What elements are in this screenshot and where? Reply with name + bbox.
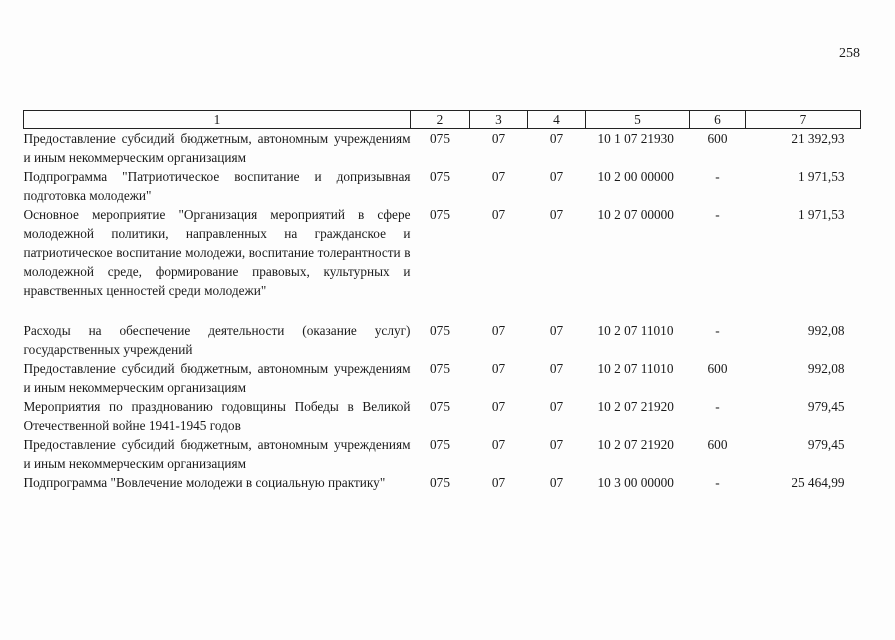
header-col-6: 6 (690, 111, 746, 129)
table-row (24, 435, 861, 473)
row-target-article: 10 2 07 11010 (597, 361, 674, 376)
row-name: Мероприятия по празднованию годовщины Победы в Великой Отечественной войне 1941-1945 годов (23, 399, 411, 433)
header-col-5: 5 (586, 111, 690, 129)
row-amount: 1 971,53 (797, 207, 845, 222)
row-subsection: 07 (549, 399, 564, 414)
row-subsection: 07 (549, 475, 564, 490)
row-expense-type: - (715, 169, 720, 184)
row-amount: 21 392,93 (791, 131, 845, 146)
row-section: 07 (491, 437, 506, 452)
row-ministry: 075 (430, 323, 450, 338)
row-subsection: 07 (549, 131, 564, 146)
header-col-3: 3 (470, 111, 528, 129)
row-name: Подпрограмма "Вовлечение молодежи в социальную практику" (23, 475, 386, 490)
row-target-article: 10 2 07 21920 (597, 399, 674, 414)
page-number: 258 (839, 46, 860, 61)
row-subsection: 07 (549, 323, 564, 338)
table-row (24, 205, 861, 321)
header-col-1: 1 (24, 111, 411, 129)
row-expense-type: - (715, 475, 720, 490)
row-name: Расходы на обеспечение деятельности (оказание услуг) государственных учреждений (23, 323, 411, 357)
header-col-4: 4 (528, 111, 586, 129)
row-target-article: 10 2 07 21920 (597, 437, 674, 452)
row-section: 07 (491, 207, 506, 222)
row-target-article: 10 2 07 11010 (597, 323, 674, 338)
row-subsection: 07 (549, 207, 564, 222)
row-name: Основное мероприятие "Организация мероприятий в сфере молодежной политики, направленных на гражданское и патриотическое воспитание молодежи, воспитание толерантности в молодежной среде, формирование правовых, культурных и нравственных ценностей среди молодежи" (23, 207, 411, 298)
row-ministry: 075 (430, 207, 450, 222)
row-amount: 992,08 (807, 361, 845, 376)
row-amount: 1 971,53 (797, 169, 845, 184)
row-subsection: 07 (549, 437, 564, 452)
row-expense-type: - (715, 323, 720, 338)
row-section: 07 (491, 475, 506, 490)
header-col-2: 2 (411, 111, 470, 129)
row-target-article: 10 2 07 00000 (597, 207, 674, 222)
row-name: Предоставление субсидий бюджетным, автономным учреждениям и иным некоммерческим организациям (23, 437, 411, 471)
row-section: 07 (491, 399, 506, 414)
row-name: Подпрограмма "Патриотическое воспитание и допризывная подготовка молодежи" (23, 169, 411, 203)
row-expense-type: - (715, 399, 720, 414)
row-name: Предоставление субсидий бюджетным, автономным учреждениям и иным некоммерческим организациям (23, 361, 411, 395)
row-expense-type: 600 (707, 437, 728, 452)
row-ministry: 075 (430, 399, 450, 414)
row-ministry: 075 (430, 475, 450, 490)
row-section: 07 (491, 169, 506, 184)
table-row (24, 397, 861, 435)
row-expense-type: 600 (707, 361, 728, 376)
table-row (24, 167, 861, 205)
row-target-article: 10 3 00 00000 (597, 475, 674, 490)
row-subsection: 07 (549, 361, 564, 376)
table-row (24, 359, 861, 397)
row-target-article: 10 2 00 00000 (597, 169, 674, 184)
row-ministry: 075 (430, 131, 450, 146)
row-amount: 992,08 (807, 323, 845, 338)
header-col-7: 7 (746, 111, 861, 129)
table-row (24, 473, 861, 511)
row-amount: 25 464,99 (791, 475, 845, 490)
budget-table (23, 110, 861, 511)
table-header-row (24, 111, 861, 129)
row-section: 07 (491, 323, 506, 338)
row-section: 07 (491, 131, 506, 146)
row-expense-type: 600 (707, 131, 728, 146)
row-expense-type: - (715, 207, 720, 222)
table-row (24, 321, 861, 359)
table-row (24, 129, 861, 168)
row-section: 07 (491, 361, 506, 376)
row-target-article: 10 1 07 21930 (597, 131, 674, 146)
row-amount: 979,45 (807, 399, 845, 414)
row-ministry: 075 (430, 437, 450, 452)
row-subsection: 07 (549, 169, 564, 184)
row-amount: 979,45 (807, 437, 845, 452)
row-ministry: 075 (430, 169, 450, 184)
row-ministry: 075 (430, 361, 450, 376)
row-name: Предоставление субсидий бюджетным, автономным учреждениям и иным некоммерческим организациям (23, 131, 411, 165)
